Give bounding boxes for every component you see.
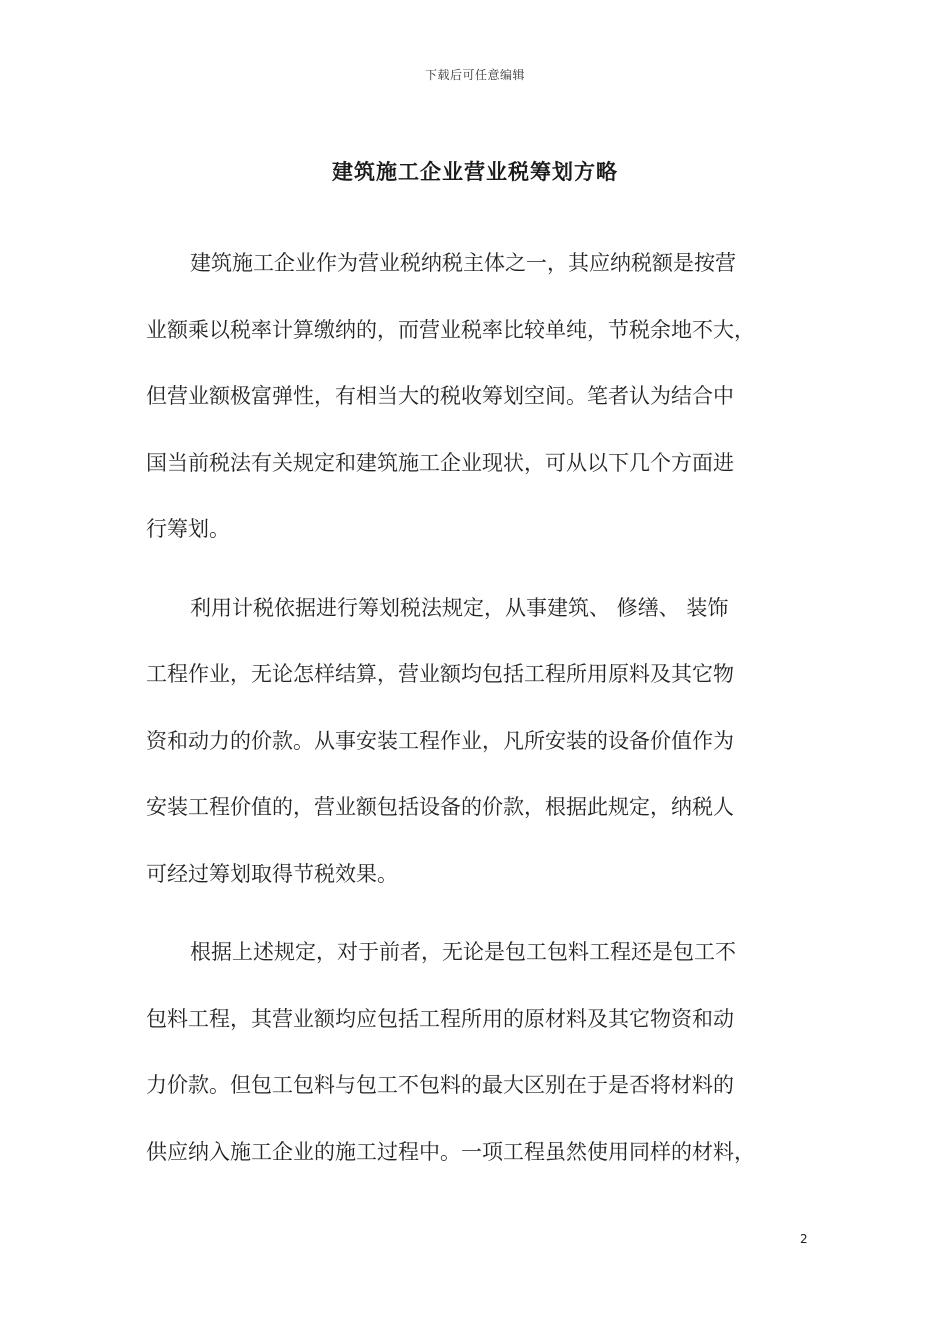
text-line: 资和动力的价款。从事安装工程作业，凡所安装的设备价值作为 [146,728,734,753]
text-line: 建筑施工企业作为营业税纳税主体之一，其应纳税额是按营 [190,251,736,275]
paragraph-1 [146,230,796,563]
document-body [146,230,796,1185]
paragraph-3 [146,919,796,1185]
text-line: 但营业额极富弹性，有相当大的税收筹划空间。笔者认为结合中 [146,384,734,408]
page-number: 2 [800,1232,808,1246]
text-line: 安装工程价值的，营业额包括设备的价款，根据此规定，纳税人 [146,795,734,819]
text-line: 利用计税依据进行筹划税法规定，从事建筑、 修缮、 装饰 [190,595,729,620]
text-line: 行筹划。 [146,517,230,541]
text-line: 力价款。但包工包料与包工不包料的最大区别在于是否将材料的 [146,1073,734,1097]
text-line: 国当前税法有关规定和建筑施工企业现状，可从以下几个方面进 [146,450,734,475]
text-line: 业额乘以税率计算缴纳的，而营业税率比较单纯，节税余地不大， [146,317,755,342]
text-line: 可经过筹划取得节税效果。 [146,861,398,886]
text-line: 工程作业，无论怎样结算，营业额均包括工程所用原料及其它物 [146,662,734,686]
text-line: 供应纳入施工企业的施工过程中。一项工程虽然使用同样的材料， [146,1139,755,1164]
text-line: 包料工程，其营业额均应包括工程所用的原材料及其它物资和动 [146,1006,734,1031]
document-title: 建筑施工企业营业税筹划方略 [332,160,618,184]
page-header: 下载后可任意编辑 [424,68,525,82]
text-line: 根据上述规定，对于前者，无论是包工包料工程还是包工不 [190,940,736,964]
paragraph-2 [146,575,796,908]
